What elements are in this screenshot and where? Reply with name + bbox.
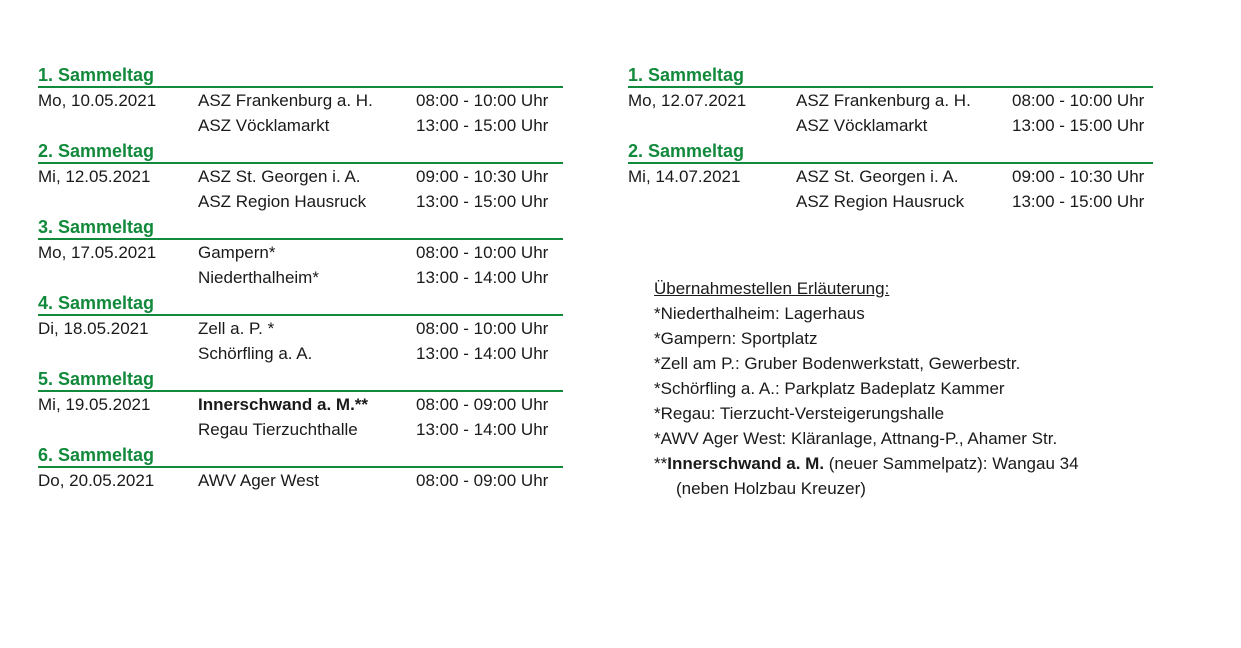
schedule-row bbox=[38, 468, 578, 493]
row-place: ASZ St. Georgen i. A. bbox=[198, 167, 361, 186]
row-place: ASZ Region Hausruck bbox=[796, 192, 965, 211]
legend bbox=[654, 276, 1079, 501]
legend-line: *AWV Ager West: Kläranlage, Attnang-P., Ahamer Str. bbox=[654, 429, 1058, 448]
row-place: AWV Ager West bbox=[198, 471, 319, 490]
row-time: 09:00 - 10:30 Uhr bbox=[1012, 167, 1145, 186]
schedule-row bbox=[38, 341, 578, 366]
row-date: Mi, 12.05.2021 bbox=[38, 167, 151, 186]
schedule-row bbox=[38, 88, 578, 113]
day-heading: 6. Sammeltag bbox=[38, 444, 563, 468]
row-time: 13:00 - 15:00 Uhr bbox=[1012, 116, 1145, 135]
legend-lines bbox=[654, 301, 1079, 451]
row-time: 08:00 - 09:00 Uhr bbox=[416, 395, 549, 414]
row-date: Mo, 17.05.2021 bbox=[38, 243, 157, 262]
day-heading: 3. Sammeltag bbox=[38, 216, 563, 240]
row-time: 13:00 - 15:00 Uhr bbox=[416, 192, 549, 211]
schedule-right bbox=[628, 62, 1188, 214]
day-heading: 1. Sammeltag bbox=[38, 64, 563, 88]
row-time: 13:00 - 15:00 Uhr bbox=[1012, 192, 1145, 211]
row-place: ASZ St. Georgen i. A. bbox=[796, 167, 959, 186]
legend-line-special-cont: (neben Holzbau Kreuzer) bbox=[676, 479, 866, 498]
row-date: Mo, 12.07.2021 bbox=[628, 91, 747, 110]
row-place: Schörfling a. A. bbox=[198, 344, 313, 363]
schedule-row bbox=[38, 113, 578, 138]
legend-special-rest: (neuer Sammelpatz): Wangau 34 bbox=[824, 454, 1079, 473]
legend-line: *Zell am P.: Gruber Bodenwerkstatt, Gewerbestr. bbox=[654, 354, 1021, 373]
row-place: ASZ Frankenburg a. H. bbox=[198, 91, 373, 110]
legend-line: *Niederthalheim: Lagerhaus bbox=[654, 304, 865, 323]
row-place: ASZ Vöcklamarkt bbox=[796, 116, 928, 135]
schedule-row bbox=[38, 417, 578, 442]
legend-title: Übernahmestellen Erläuterung: bbox=[654, 279, 890, 298]
row-place: ASZ Frankenburg a. H. bbox=[796, 91, 971, 110]
legend-line: *Regau: Tierzucht-Versteigerungshalle bbox=[654, 404, 945, 423]
schedule-row bbox=[38, 265, 578, 290]
day-heading: 2. Sammeltag bbox=[628, 140, 1153, 164]
row-place: Regau Tierzuchthalle bbox=[198, 420, 358, 439]
legend-line: *Gampern: Sportplatz bbox=[654, 329, 818, 348]
schedule-row bbox=[628, 189, 1188, 214]
schedule-left bbox=[38, 62, 578, 493]
row-time: 13:00 - 14:00 Uhr bbox=[416, 268, 549, 287]
row-time: 13:00 - 14:00 Uhr bbox=[416, 420, 549, 439]
row-place: ASZ Region Hausruck bbox=[198, 192, 367, 211]
schedule-row bbox=[38, 316, 578, 341]
row-place: Zell a. P. * bbox=[198, 319, 275, 338]
day-heading: 2. Sammeltag bbox=[38, 140, 563, 164]
row-date: Do, 20.05.2021 bbox=[38, 471, 155, 490]
schedule-row bbox=[628, 164, 1188, 189]
legend-special-prefix: ** bbox=[654, 454, 668, 473]
row-place: Gampern* bbox=[198, 243, 276, 262]
schedule-row bbox=[38, 392, 578, 417]
day-heading: 5. Sammeltag bbox=[38, 368, 563, 392]
row-time: 09:00 - 10:30 Uhr bbox=[416, 167, 549, 186]
day-heading: 1. Sammeltag bbox=[628, 64, 1153, 88]
schedule-row bbox=[628, 88, 1188, 113]
row-time: 13:00 - 14:00 Uhr bbox=[416, 344, 549, 363]
row-time: 08:00 - 10:00 Uhr bbox=[416, 91, 549, 110]
day-heading: 4. Sammeltag bbox=[38, 292, 563, 316]
row-time: 13:00 - 15:00 Uhr bbox=[416, 116, 549, 135]
row-date: Mi, 14.07.2021 bbox=[628, 167, 741, 186]
row-date: Di, 18.05.2021 bbox=[38, 319, 149, 338]
row-time: 08:00 - 10:00 Uhr bbox=[416, 243, 549, 262]
row-date: Mi, 19.05.2021 bbox=[38, 395, 151, 414]
schedule-row bbox=[38, 240, 578, 265]
schedule-row bbox=[38, 164, 578, 189]
row-time: 08:00 - 09:00 Uhr bbox=[416, 471, 549, 490]
legend-special-bold: Innerschwand a. M. bbox=[667, 454, 825, 473]
schedule-row bbox=[628, 113, 1188, 138]
row-place: Innerschwand a. M.** bbox=[198, 395, 369, 414]
row-time: 08:00 - 10:00 Uhr bbox=[1012, 91, 1145, 110]
legend-line: *Schörfling a. A.: Parkplatz Badeplatz Kammer bbox=[654, 379, 1005, 398]
legend-line-special bbox=[654, 451, 1079, 476]
row-place: Niederthalheim* bbox=[198, 268, 319, 287]
row-date: Mo, 10.05.2021 bbox=[38, 91, 157, 110]
row-time: 08:00 - 10:00 Uhr bbox=[416, 319, 549, 338]
schedule-row bbox=[38, 189, 578, 214]
row-place: ASZ Vöcklamarkt bbox=[198, 116, 330, 135]
